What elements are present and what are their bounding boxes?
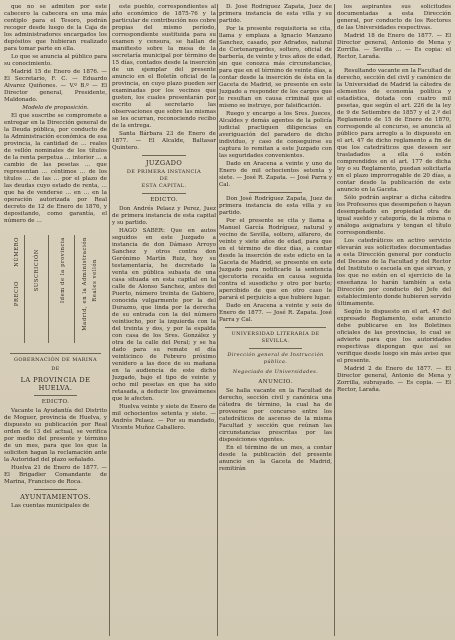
- stamp-label: Madrid, en la Administración: [82, 237, 88, 331]
- paragraph: Resultando vacante en la Facultad de derecho, sección del civil y canónico de la Universidad de Madrid la cátedra de elementos de economía política y estadística, dotada con cuatro mil pesetas, que según el art. 226 de la ley de 9 de Setiembre de 1857 y el 2.º del Reglamento de 15 de Enero de 1870, corresponde al concurso, se anuncia al público para arreglo a lo dispuesto en el art. 47 de dicho reglamento a fin de que los catedráticos que deseen ser trasladados a ella ó estén comprendidos en el art. 177 de dicha ley o su Reglamento, puedan solicitarla en el plazo improrrogable de 20 días, a contar desde la publicación de este anuncio en la Gaceta.: [337, 68, 451, 193]
- section-heading: Dirección general de Instrucción pública.: [227, 352, 324, 365]
- column-2: [112, 4, 216, 636]
- paragraph: HAGO SABER: Que en autos seguidos en este Juzgado a instancia de don Dámaso Arroyo Sanchez y otros contra don Gerónimo Martín Ruiz, hoy su testamentaría, he decretado la venta en pública subasta de una casa situada en esta capital en la calle de Alonso Sanchez, antes del Puerto, número treinta de Gabiero, conocida vulgarmente por la del Durazno, que linda por la derecha de su entrada con la del número veintiocho, por la izquierda con la del treinta y dos, y por la espalda con casa de los Sres. González y otra de la calle del Peral; y se ha dado para su remate el día veinticinco de Febrero próximo venidero a las doce de su mañana en la audiencia de este dicho Juzgado, bajo el tipo de veinte y ocho mil pesetas en que ha sido retasada, a deducir los gravámenes que le afecten.: [112, 228, 216, 402]
- signature: Huelva veinte y siete de Enero de mil ochocientos setenta y siete. — Andrés Pelaez. — Por su mandado, Vicente Muñoz Caballero.: [112, 404, 216, 431]
- stamp-label: PRECIO: [14, 281, 20, 307]
- stamp-label: NÚMERO: [14, 237, 20, 267]
- paragraph: Vacante la Ayudantía del Distrito de Moguer, provincia de Huelva, y dispuesto su publicación por Real orden de 13 del actual, se verifica por medio del presente y término de un mes, para que los que la soliciten hagan la reclamación ante la Autoridad del plazo señalado.: [4, 408, 107, 463]
- stamp-label: SUSCRICIÓN: [34, 249, 40, 292]
- paragraph: Las cuentas municipales de: [11, 503, 90, 509]
- column-rule: [109, 4, 110, 636]
- divider: [142, 193, 186, 194]
- section-heading: GOBERNACIÓN DE MARINA: [13, 357, 98, 363]
- paragraph: Por el presente se cita y llama a Manuel García Rodríguez, natural y vecino de Sevilla, soltero, alfarero, de veinte y siete años de edad, para que en el término de diez días, a contar desde la inserción de este edicto en la Gaceta de Madrid, se presente en este Juzgado para notificarle la sentencia ejecutoria recaída en causa seguida contra el susodicho y otro por hurto; apercibido de que en otro caso le parará el perjuicio a que hubiere lugar.: [219, 218, 332, 301]
- paragraph: Don Andrés Pelaez y Perez, Juez de primera instancia de esta capital y su partido.: [112, 206, 216, 226]
- section-heading: DE PRIMERA INSTANCIA: [126, 169, 202, 175]
- paragraph: los aspirantes sus solicitudes documentadas a esta Dirección general, por conducto de los Rectores de las Universidades respectivas.: [337, 4, 451, 31]
- section-heading: EDICTO.: [150, 197, 178, 203]
- divider: [34, 489, 77, 490]
- column-4: [337, 4, 451, 636]
- divider: [367, 64, 421, 65]
- stamp-label: Idem de la provincia: [60, 237, 66, 303]
- divider: [142, 155, 186, 156]
- section-heading: JUZGADO: [145, 159, 183, 167]
- signature: Huelva 21 de Enero de 1877. — El Brigadier Comandante de Marina, Francisco de Roca.: [4, 465, 107, 485]
- signature: Santa Bárbara 23 de Enero de 1877. — El Alcalde, Baltasar Quintero.: [112, 131, 216, 151]
- paragraph: Según lo dispuesto en el art. 47 del expresado Reglamento, este anuncio debe publicarse en los Boletines oficiales de las provincias, lo cual se advierte para que los autoridades respectivas dispongan que así se verifique desde luego sin más aviso que el presente.: [337, 309, 451, 364]
- signature: Madrid 18 de Enero de 1877. — El Director general, Antonio de Mena y Zorrilla. — Sevilla … — Es copia: el Rector, Laraña.: [337, 33, 451, 60]
- column-1: [4, 4, 107, 636]
- paragraph: Se halla vacante en la Facultad de derecho, sección civil y canónica una cátedra de término, la cual ha de proveerse por concurso entre los catedráticos de ascenso de la misma Facultad y sección que reúnan las circunstancias prescritas por las disposiciones vigentes.: [219, 388, 332, 443]
- divider: [34, 395, 77, 396]
- column-3: [219, 4, 332, 636]
- section-heading: EDICTO.: [41, 399, 70, 405]
- divider: [249, 192, 302, 193]
- signature: Madrid 15 de Enero de 1876. — El Secretario, F. C. — Eduardo Alvarez Quiñones. — V.º B.º — El Director general, Presidente, Maldonado.: [4, 69, 107, 103]
- section-heading: ESTA CAPITAL.: [141, 183, 187, 189]
- divider: [10, 353, 101, 354]
- section-heading: DE: [159, 176, 169, 182]
- signature: Dado en Aracena a veinte y uno de Enero de mil ochocientos setenta y siete. — José R. Zapata. — José Parra y Cal.: [219, 161, 332, 188]
- section-heading: DE: [51, 366, 60, 372]
- paragraph: Sólo podrán aspirar a dicha cátedra los Profesores que desempeñen o hayan desempeñado en propiedad otra de igual sueldo y categoría, de la misma o análoga asignatura y tengan el título correspondiente.: [337, 195, 451, 236]
- price-stamp: [4, 229, 107, 349]
- paragraph: Don José Rodríguez Zapata, Juez de primera instancia de esta villa y su partido.: [219, 196, 332, 216]
- section-subtitle: Modelo de proposición.: [22, 105, 89, 111]
- paragraph: Por la presente requisitoria se cita, llama y emplaza a Ignacio Manzano Sanchez, casado, por Adrados, natural de Cortenargardes, soltero, oficial de barbería, de veinte y tres años de edad, sin que conozca más circunstancias, para que en el término de veinte días, a contar desde la inserción de ésta en la Gaceta de Madrid, se presente en este Juzgado a responder de los cargos que le resultan en causa criminal que al mismo se instruye, por falsificación.: [219, 26, 332, 109]
- divider: [249, 348, 302, 349]
- section-heading: LA PROVINCIA DE HUELVA.: [20, 376, 91, 392]
- column-rule: [334, 4, 335, 636]
- paragraph: Ruego y encargo a los Sres. Jueces, Alcaldes y demás agentes de la policía judicial practiquen diligencias en averiguación del paradero de dicho individuo, y caso de conseguirse su captura lo remitan a este Juzgado con las seguridades convenientes.: [219, 111, 332, 159]
- paragraph: D. José Rodríguez Zapata, Juez de primera instancia de esta villa y su partido.: [219, 4, 332, 24]
- paragraph: este pueblo, correspondientes al año económico de 1875-76 y la particular de contribución nos cobre propias del mismo período, correspondiente sustituida para su examen y censura, se hallan de manifiesto sobre la mesa de la secretaría municipal por término de 15 días, contados desde la inserción de un ejemplar del presente anuncio en el Boletín oficial de la provincia, en cuyo plazo pueden ser examinadas por los vecinos que gusten, los cuales presentarán por escrito al secretario las observaciones que sobre las mismas se les ocurran, reconociendo recibo de la entrega.: [112, 4, 216, 129]
- paragraph: En el término de un mes, a contar desde la publicación del presente anuncio en la Gaceta de Madrid, remitirán: [219, 445, 332, 472]
- section-heading: Negociado de Universidades.: [232, 369, 319, 375]
- signature: Dado en Aracena a veinte y seis de Enero de 1877. — José R. Zapata. José Parra y Cal.: [219, 303, 332, 323]
- paragraph: El que suscribe se compromete a entregar en la Dirección general de la Deuda pública, por conducto de la Administración económica de esa provincia, la cantidad de … reales de vellón nominales de los títulos de la renta perpetua … interior … a cambio de las pesetas … que representan … céntimos … de los títulos … de las … por el plazo de las deudas cuyo estado de renta, … que ha de venderse … en … en la operación autorizada por Real decreto de 12 de Enero de 1876, y depositando, como garantía, el número de …: [4, 113, 107, 224]
- paragraph: Lo que se anuncia al público para su conocimiento.: [4, 54, 107, 67]
- section-heading: UNIVERSIDAD LITERARIA DE SEVILLA.: [231, 331, 320, 344]
- paragraph: que no se admiten por este cabecero la cabecera en una más centiplo para el Tesoro, podrán recoger desde luego de la Caja de los administradores encargados los depósitos que hubieran realizado para tomar parte en ella.: [4, 4, 107, 52]
- section-heading: ANUNCIO.: [258, 379, 293, 385]
- signature: Madrid 2 de Enero de 1877. — El Director general, Antonio de Mena y Zorrilla, subrayado. — Es copia. — El Rector, Laraña.: [337, 366, 451, 393]
- divider: [225, 327, 326, 328]
- stamp-label: Reales vellón: [92, 259, 98, 302]
- column-rule: [217, 4, 218, 636]
- paragraph: Los catedráticos en activo servicio elevarán sus solicitudes documentadas a esta Dirección general por conducto del Decano de la Facultad y del Rector del Instituto o escuela en que sirvan, y los que no estén en el ejercicio de la enseñanza lo harán también a esta Dirección por conducto del Jefe del establecimiento donde hubieren servido últimamente.: [337, 238, 451, 307]
- section-heading: AYUNTAMIENTOS.: [20, 493, 91, 501]
